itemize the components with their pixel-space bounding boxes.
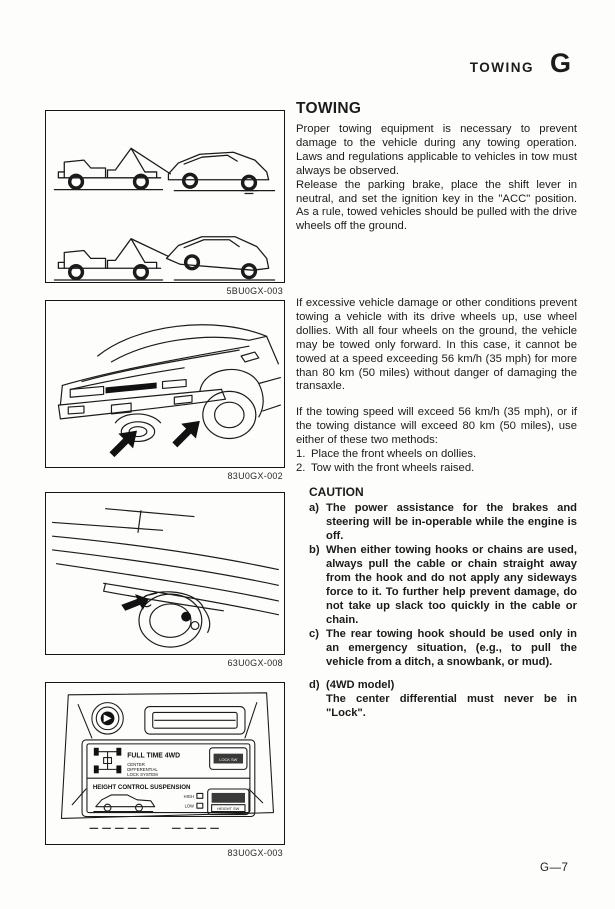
caution-title: CAUTION [309,485,364,499]
towing-intro-section [296,100,577,234]
figure-box [45,492,285,655]
tiedown-arrows [110,421,200,457]
diff-lock-switch [210,748,247,770]
figure-caption: 5BU0GX-003 [226,286,283,296]
figure-rear-hook [45,492,285,668]
list-marker: 1. [296,448,306,461]
height-sw-label: HEIGHT SW [217,806,240,812]
height-switch [208,789,249,815]
list-text: Place the front wheels on dollies. [311,448,477,461]
list-item [296,462,577,476]
list-text: Tow with the front wheels raised. [311,461,475,474]
page-number: G—7 [540,862,569,874]
caution-item [309,501,577,543]
high-indicator-label: HIGH [183,793,194,799]
figure-caption: 83U0GX-003 [227,848,283,858]
figure-towing-methods [45,110,285,296]
caution-text: The rear towing hook should be used only in an emergency situation, (e.g., to pull the vehicle from a ditch, a snowbank, or mud). [326,628,577,668]
center-label: CENTER [127,761,145,767]
list-item [296,448,577,462]
figure-box [45,682,285,845]
caution-marker: b) [309,544,320,556]
header-section-letter: G [549,48,571,78]
section-title: TOWING [296,100,362,117]
figure-console-panel [45,682,285,858]
car-silhouette-icon [94,795,155,812]
caution-marker: d) [309,679,320,691]
console-panel-illustration [46,683,283,843]
tow-scene-bottom [54,237,274,280]
towing-methods-list [296,448,577,475]
car-front-illustration [46,301,283,466]
figure-box [45,110,285,283]
note-4wd-line1: (4WD model) [326,679,395,691]
lock-system-label: LOCK SYSTEM [127,772,158,778]
note-4wd-section [296,678,577,720]
caution-text: When either towing hooks or chains are used, always pull the cable or chain straight away from the hook and do not apply any sideways force to it. To further help prevent damage, do not take up slack too quickly in the cable or chain. [326,544,577,626]
page-header [0,50,571,77]
note-4wd-line2: The center differential must never be in "Lock". [326,693,577,719]
differential-label: DIFFERENTIAL [127,767,158,773]
paragraph-parking-brake: Release the parking brake, place the shift lever in neutral, and set the ignition key in the "ACC" position. As a rule, towed vehicles should be pulled with the drive wheels off the ground. [296,178,577,233]
figure-box [45,300,285,468]
figure-caption: 63U0GX-008 [227,658,283,668]
caution-text [326,678,577,720]
towing-conditions-section [296,297,577,475]
tow-truck-illustration [46,111,283,281]
figure-front-tiedown [45,300,285,481]
figure-caption: 83U0GX-002 [227,471,283,481]
caution-item [309,543,577,627]
caution-marker: c) [309,628,319,640]
caution-item-4wd [309,678,577,720]
caution-text: The power assistance for the brakes and steering will be in-operable while the engine is off. [326,502,577,542]
height-control-label: HEIGHT CONTROL SUSPENSION [92,784,191,792]
header-section-label: TOWING [469,60,534,75]
caution-marker: a) [309,502,319,514]
list-marker: 2. [296,461,306,474]
full-time-4wd-label: FULL TIME 4WD [127,752,181,760]
lock-sw-label: LOCK SW [219,757,238,763]
caution-item [309,627,577,669]
drivetrain-icon [94,748,121,774]
paragraph-wheel-dollies: If excessive vehicle damage or other conditions prevent towing a vehicle with its drive wheels up, use wheel dollies. With all four wheels on the ground, the vehicle may be towed only forward. In this case, it cannot be towed at a speed exceeding 56 km/h (35 mph) for more than 80 km (50 miles) without danger of damaging the transaxle. [296,297,577,393]
paragraph-towing-equipment: Proper towing equipment is necessary to prevent damage to the vehicle during any towing operation. Laws and regulations applicable to vehicles in tow must always be observed. [296,123,577,177]
caution-section [296,485,577,669]
towing-hook-illustration [46,493,283,653]
tow-scene-top [54,148,274,193]
paragraph-towing-speed: If the towing speed will exceed 56 km/h (35 mph), or if the towing distance will exceed 80 km (50 miles), use either of these two methods: [296,406,577,447]
low-indicator-label: LOW [184,803,194,809]
